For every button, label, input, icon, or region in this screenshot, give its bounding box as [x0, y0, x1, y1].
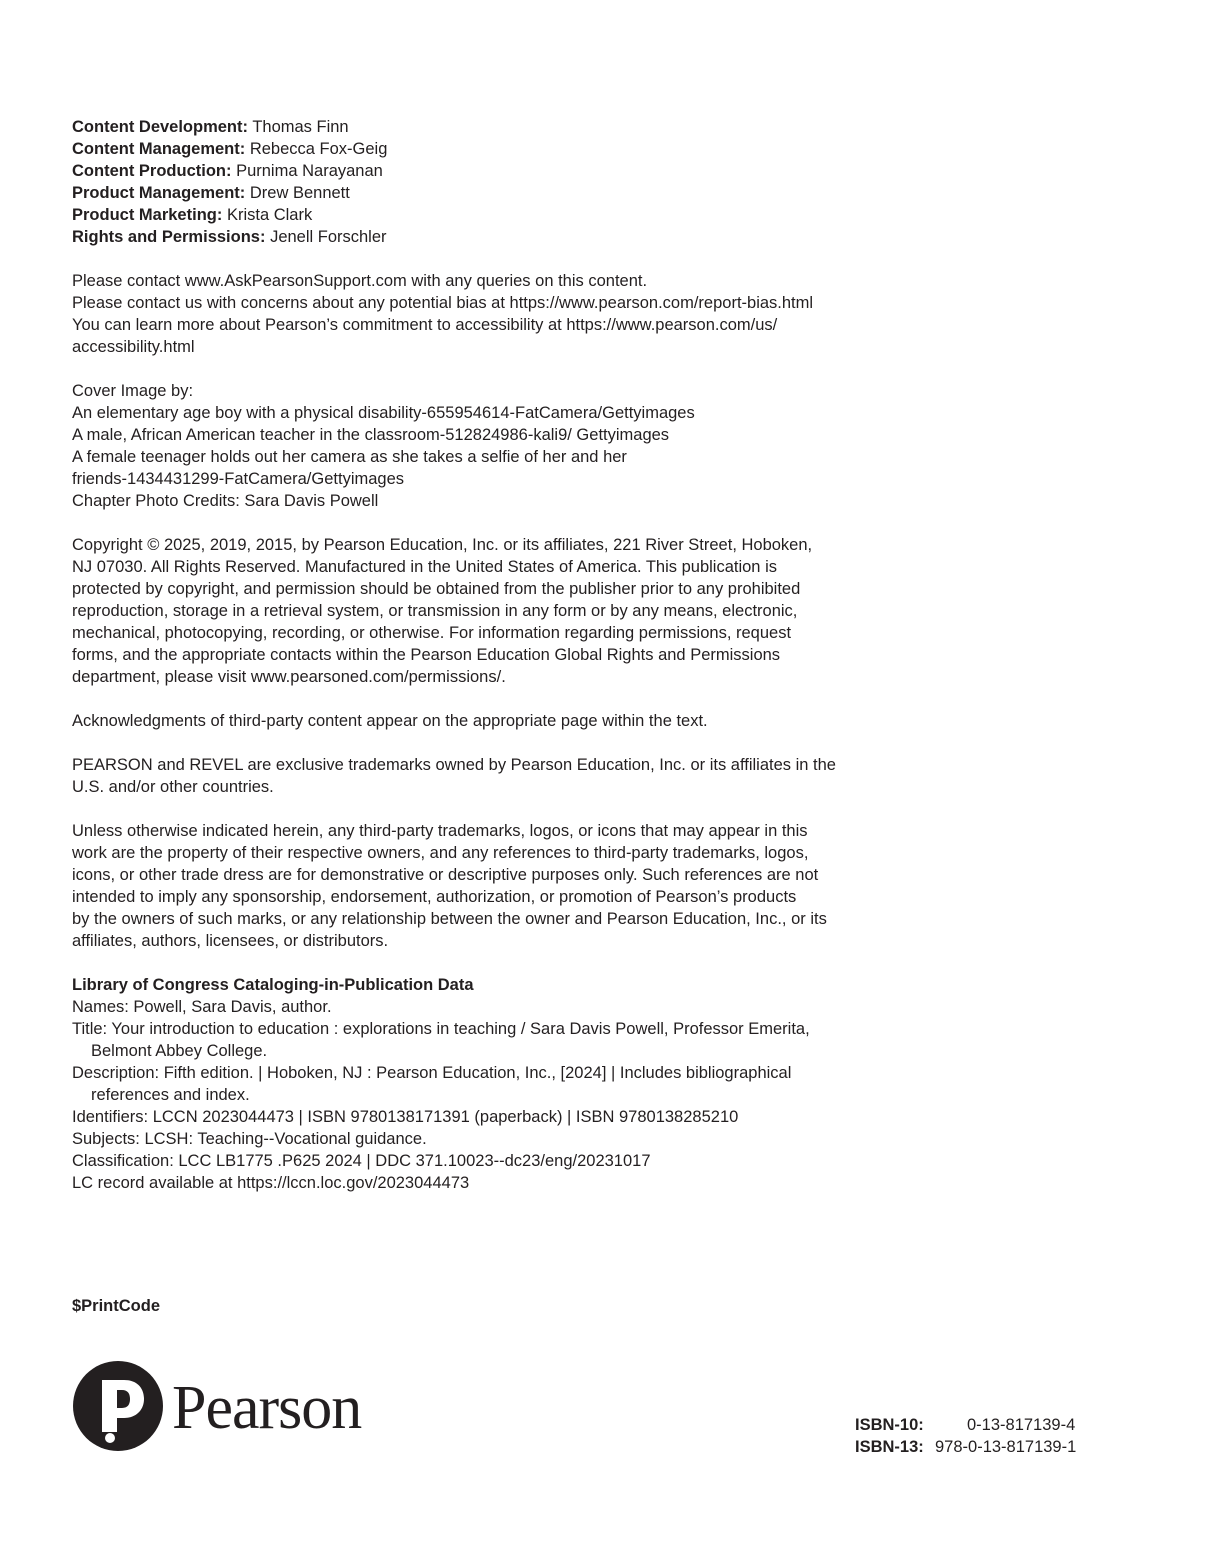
trademarks-line: PEARSON and REVEL are exclusive trademarks owned by Pearson Education, Inc. or its affiliates in the — [72, 756, 836, 774]
third-party-line: work are the property of their respective owners, and any references to third-party trademarks, logos, — [72, 844, 809, 862]
isbn13-label: ISBN-13: — [855, 1438, 924, 1456]
copyright-line: forms, and the appropriate contacts within the Pearson Education Global Rights and Permissions — [72, 646, 781, 664]
copyright-page — [72, 116, 902, 1216]
isbn10-row — [855, 1414, 1076, 1436]
cip-heading-text: Library of Congress Cataloging-in-Publication Data — [72, 976, 474, 994]
contact-line: accessibility.html — [72, 338, 195, 356]
credit-label: Content Management: — [72, 140, 246, 158]
contact-line: Please contact us with concerns about any potential bias at https://www.pearson.com/report-bias.html — [72, 294, 814, 312]
copyright-line: reproduction, storage in a retrieval system, or transmission in any form or by any means, electronic, — [72, 602, 798, 620]
cip-line: Classification: LCC LB1775 .P625 2024 | DDC 371.10023--dc23/eng/20231017 — [72, 1152, 651, 1170]
credit-line — [72, 226, 902, 248]
credit-label: Rights and Permissions: — [72, 228, 266, 246]
cover-line: An elementary age boy with a physical disability-655954614-FatCamera/Gettyimages — [72, 404, 695, 422]
pearson-p-logo-icon — [72, 1360, 164, 1452]
credit-line — [72, 138, 902, 160]
isbn-block — [855, 1414, 1076, 1458]
trademarks-block — [72, 754, 902, 798]
third-party-line: intended to imply any sponsorship, endorsement, authorization, or promotion of Pearson’s products — [72, 888, 797, 906]
pearson-wordmark: Pearson — [172, 1374, 362, 1442]
third-party-line: affiliates, authors, licensees, or distributors. — [72, 932, 389, 950]
credit-line — [72, 204, 902, 226]
cover-line: Cover Image by: — [72, 382, 194, 400]
cip-block — [72, 974, 902, 1194]
credit-label: Product Management: — [72, 184, 246, 202]
third-party-line: icons, or other trade dress are for demonstrative or descriptive purposes only. Such references are not — [72, 866, 819, 884]
contact-block — [72, 270, 902, 358]
cip-line: Identifiers: LCCN 2023044473 | ISBN 9780138171391 (paperback) | ISBN 9780138285210 — [72, 1108, 739, 1126]
isbn10-label: ISBN-10: — [855, 1416, 924, 1434]
copyright-line: NJ 07030. All Rights Reserved. Manufactured in the United States of America. This publication is — [72, 558, 777, 576]
cip-line: Belmont Abbey College. — [91, 1042, 268, 1060]
credit-value: Rebecca Fox-Geig — [249, 140, 388, 158]
credits-block — [72, 116, 902, 248]
cip-line: Description: Fifth edition. | Hoboken, NJ : Pearson Education, Inc., [2024] | Includes bibliographical — [72, 1064, 792, 1082]
credit-line — [72, 182, 902, 204]
print-code: $PrintCode — [72, 1297, 161, 1315]
third-party-line: Unless otherwise indicated herein, any third-party trademarks, logos, or icons that may appear in this — [72, 822, 808, 840]
copyright-line: protected by copyright, and permission should be obtained from the publisher prior to any prohibited — [72, 580, 801, 598]
cip-line: references and index. — [91, 1086, 250, 1104]
third-party-line: by the owners of such marks, or any relationship between the owner and Pearson Education, Inc., or its — [72, 910, 827, 928]
credit-label: Content Development: — [72, 118, 249, 136]
credit-label: Content Production: — [72, 162, 232, 180]
cip-line: Subjects: LCSH: Teaching--Vocational guidance. — [72, 1130, 427, 1148]
credit-label: Product Marketing: — [72, 206, 223, 224]
copyright-line: department, please visit www.pearsoned.com/permissions/. — [72, 668, 506, 686]
credit-value: Drew Bennett — [249, 184, 350, 202]
credit-value: Purnima Narayanan — [236, 162, 383, 180]
cover-line: A male, African American teacher in the classroom-512824986-kali9/ Gettyimages — [72, 426, 670, 444]
contact-line: You can learn more about Pearson’s commitment to accessibility at https://www.pearson.com/us/ — [72, 316, 778, 334]
copyright-line: Copyright © 2025, 2019, 2015, by Pearson Education, Inc. or its affiliates, 221 River Street, Hoboken, — [72, 536, 813, 554]
trademarks-line: U.S. and/or other countries. — [72, 778, 274, 796]
isbn13-row — [855, 1436, 1076, 1458]
cip-heading — [72, 974, 902, 996]
pearson-logo — [72, 1360, 402, 1456]
credit-line — [72, 160, 902, 182]
copyright-line: mechanical, photocopying, recording, or otherwise. For information regarding permissions, request — [72, 624, 792, 642]
cover-credits-block — [72, 380, 902, 512]
copyright-block — [72, 534, 902, 688]
contact-line: Please contact www.AskPearsonSupport.com with any queries on this content. — [72, 272, 648, 290]
credit-value: Krista Clark — [226, 206, 313, 224]
credit-line — [72, 116, 902, 138]
cip-line: Title: Your introduction to education : explorations in teaching / Sara Davis Powell, Professor Emerita, — [72, 1020, 810, 1038]
cover-line: friends-1434431299-FatCamera/Gettyimages — [72, 470, 405, 488]
cover-line: A female teenager holds out her camera as she takes a selfie of her and her — [72, 448, 627, 466]
cip-line: LC record available at https://lccn.loc.gov/2023044473 — [72, 1174, 470, 1192]
cip-line: Names: Powell, Sara Davis, author. — [72, 998, 332, 1016]
isbn13-value: 978-0-13-817139-1 — [935, 1438, 1077, 1456]
acknowledgments-line: Acknowledgments of third-party content appear on the appropriate page within the text. — [72, 712, 708, 730]
third-party-block — [72, 820, 902, 952]
acknowledgments-block — [72, 710, 902, 732]
credit-value: Thomas Finn — [252, 118, 349, 136]
isbn10-value: 0-13-817139-4 — [967, 1416, 1076, 1434]
credit-value: Jenell Forschler — [270, 228, 387, 246]
cover-line: Chapter Photo Credits: Sara Davis Powell — [72, 492, 379, 510]
